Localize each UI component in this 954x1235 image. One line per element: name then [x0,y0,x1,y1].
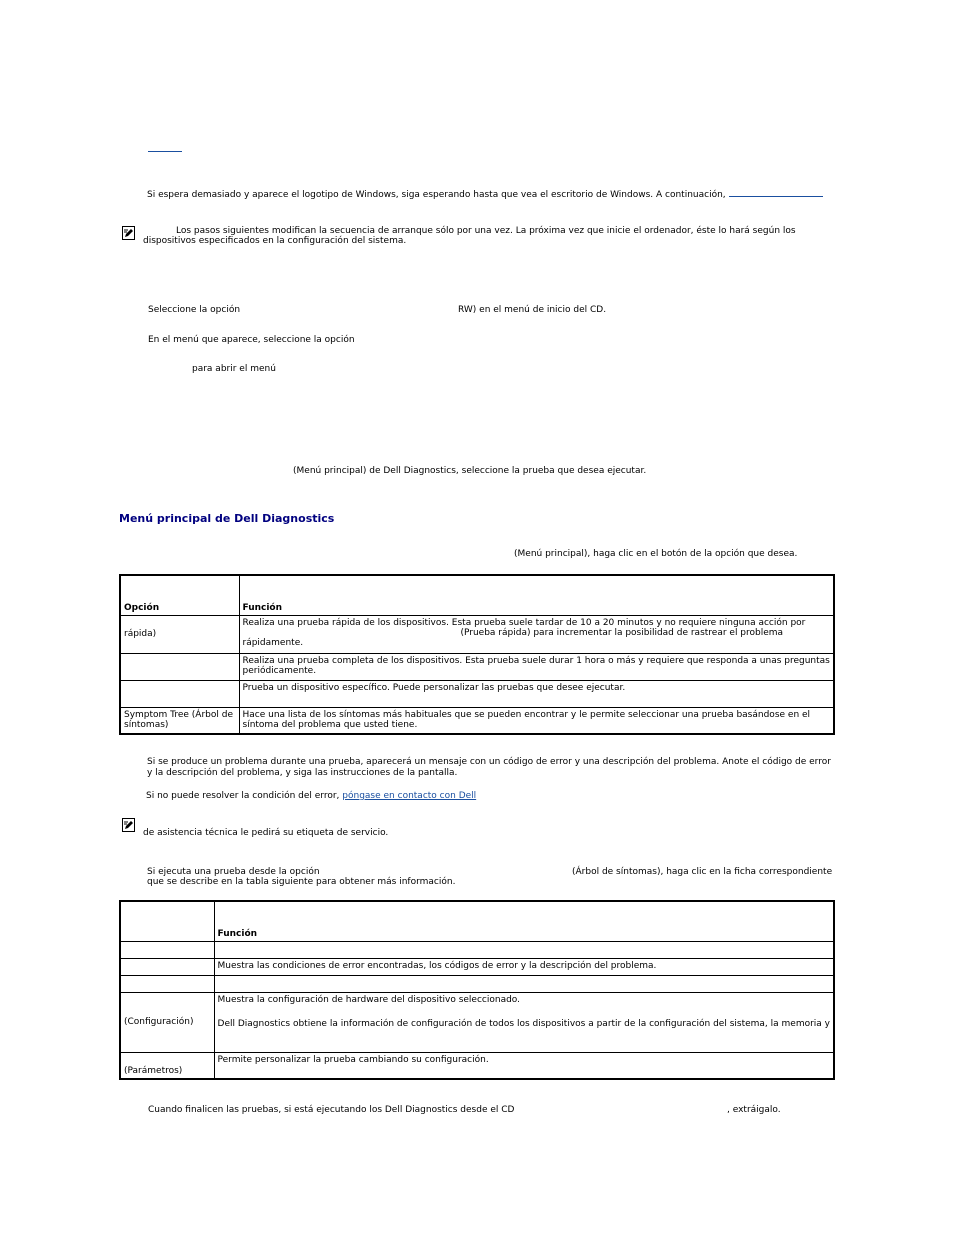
intro-link[interactable] [729,188,823,197]
table-row [120,941,834,958]
section-intro: (Menú principal), haga clic en el botón de la opción que desea. [514,549,798,559]
section-heading: Menú principal de Dell Diagnostics [119,512,335,525]
row-option [120,680,239,707]
note1-line2: dispositivos especificados en la configuración del sistema. [143,236,407,246]
tabs-table [119,900,835,1080]
step4-text: (Menú principal) de Dell Diagnostics, seleccione la prueba que desea ejecutar. [293,466,647,476]
header-function: Función [239,575,834,615]
row-tab: (Parámetros) [120,1052,214,1079]
error-paragraph: Si se produce un problema durante una prueba, aparecerá un mensaje con un código de error y una descripción del problema. Anote el código de error y la descripción del problema, y siga las instrucciones de la pantalla. [147,757,831,778]
final-text-b: , extráigalo. [727,1105,781,1115]
contact-paragraph [146,791,476,802]
row-function: Permite personalizar la prueba cambiando su configuración. [214,1052,834,1079]
row-function-line2: (Prueba rápida) para incrementar la posibilidad de rastrear el problema [460,627,784,638]
row-function: Hace una lista de los síntomas más habituales que se pueden encontrar y le permite seleccionar una prueba basándose en el síntoma del problema que usted tiene. [239,707,834,734]
table-row [120,1052,834,1079]
table-row [120,615,834,653]
row-option [120,653,239,680]
row-tab [120,941,214,958]
table-header-row [120,575,834,615]
header-option: Opción [120,575,239,615]
table-row [120,707,834,734]
step1-text-a: Seleccione la opción [148,305,241,315]
row-option: Symptom Tree (Árbol de síntomas) [120,707,239,734]
top-link[interactable] [148,143,182,152]
row-function-line3: rápidamente. [242,637,304,648]
symptom-text-a: Si ejecuta una prueba desde la opción [147,867,320,877]
row-tab [120,958,214,975]
row-function-p2: Dell Diagnostics obtiene la información de configuración de todos los dispositivos a partir de la configuración del sistema, la memoria y [217,1018,830,1029]
table-row [120,975,834,992]
intro-paragraph [147,188,823,201]
table-row [120,958,834,975]
row-function: Realiza una prueba completa de los dispositivos. Esta prueba suele durar 1 hora o más y requiere que responda a unas preguntas periódicamente. [239,653,834,680]
row-function [214,992,834,1052]
row-option: rápida) [120,615,239,653]
note-icon [122,818,135,832]
contact-dell-link[interactable]: póngase en contacto con Dell [342,791,477,801]
note2-text: de asistencia técnica le pedirá su etiqueta de servicio. [143,828,389,838]
step2-text: En el menú que aparece, seleccione la opción [148,335,355,345]
note1-line1: Los pasos siguientes modifican la secuencia de arranque sólo por una vez. La próxima vez que inicie el ordenador, éste lo hará según los [176,226,796,236]
row-tab [120,975,214,992]
row-function: Muestra las condiciones de error encontradas, los códigos de error y la descripción del problema. [214,958,834,975]
header-function: Función [214,901,834,941]
row-function [239,615,834,653]
final-text-a: Cuando finalicen las pruebas, si está ejecutando los Dell Diagnostics desde el CD [148,1105,515,1115]
row-function: Prueba un dispositivo específico. Puede personalizar las pruebas que desee ejecutar. [239,680,834,707]
table-row [120,680,834,707]
intro-text: Si espera demasiado y aparece el logotipo de Windows, siga esperando hasta que vea el escritorio de Windows. A continuación, [147,190,726,200]
row-function [214,941,834,958]
row-tab: (Configuración) [120,992,214,1052]
row-function-line1: Realiza una prueba rápida de los dispositivos. Esta prueba suele tardar de 10 a 20 minutos y no requiere ninguna acción por [242,617,806,628]
options-table [119,574,835,735]
table-header-row [120,901,834,941]
row-function [214,975,834,992]
symptom-text-c: que se describe en la tabla siguiente para obtener más información. [147,877,456,887]
note-icon [122,226,135,240]
header-tab [120,901,214,941]
step1-text-b: RW) en el menú de inicio del CD. [458,305,607,315]
contact-text: Si no puede resolver la condición del error, [146,791,340,801]
step3-text: para abrir el menú [192,364,276,374]
table-row [120,992,834,1052]
symptom-text-b: (Árbol de síntomas), haga clic en la ficha correspondiente [572,867,833,877]
table-row [120,653,834,680]
row-function-p1: Muestra la configuración de hardware del dispositivo seleccionado. [217,994,521,1005]
